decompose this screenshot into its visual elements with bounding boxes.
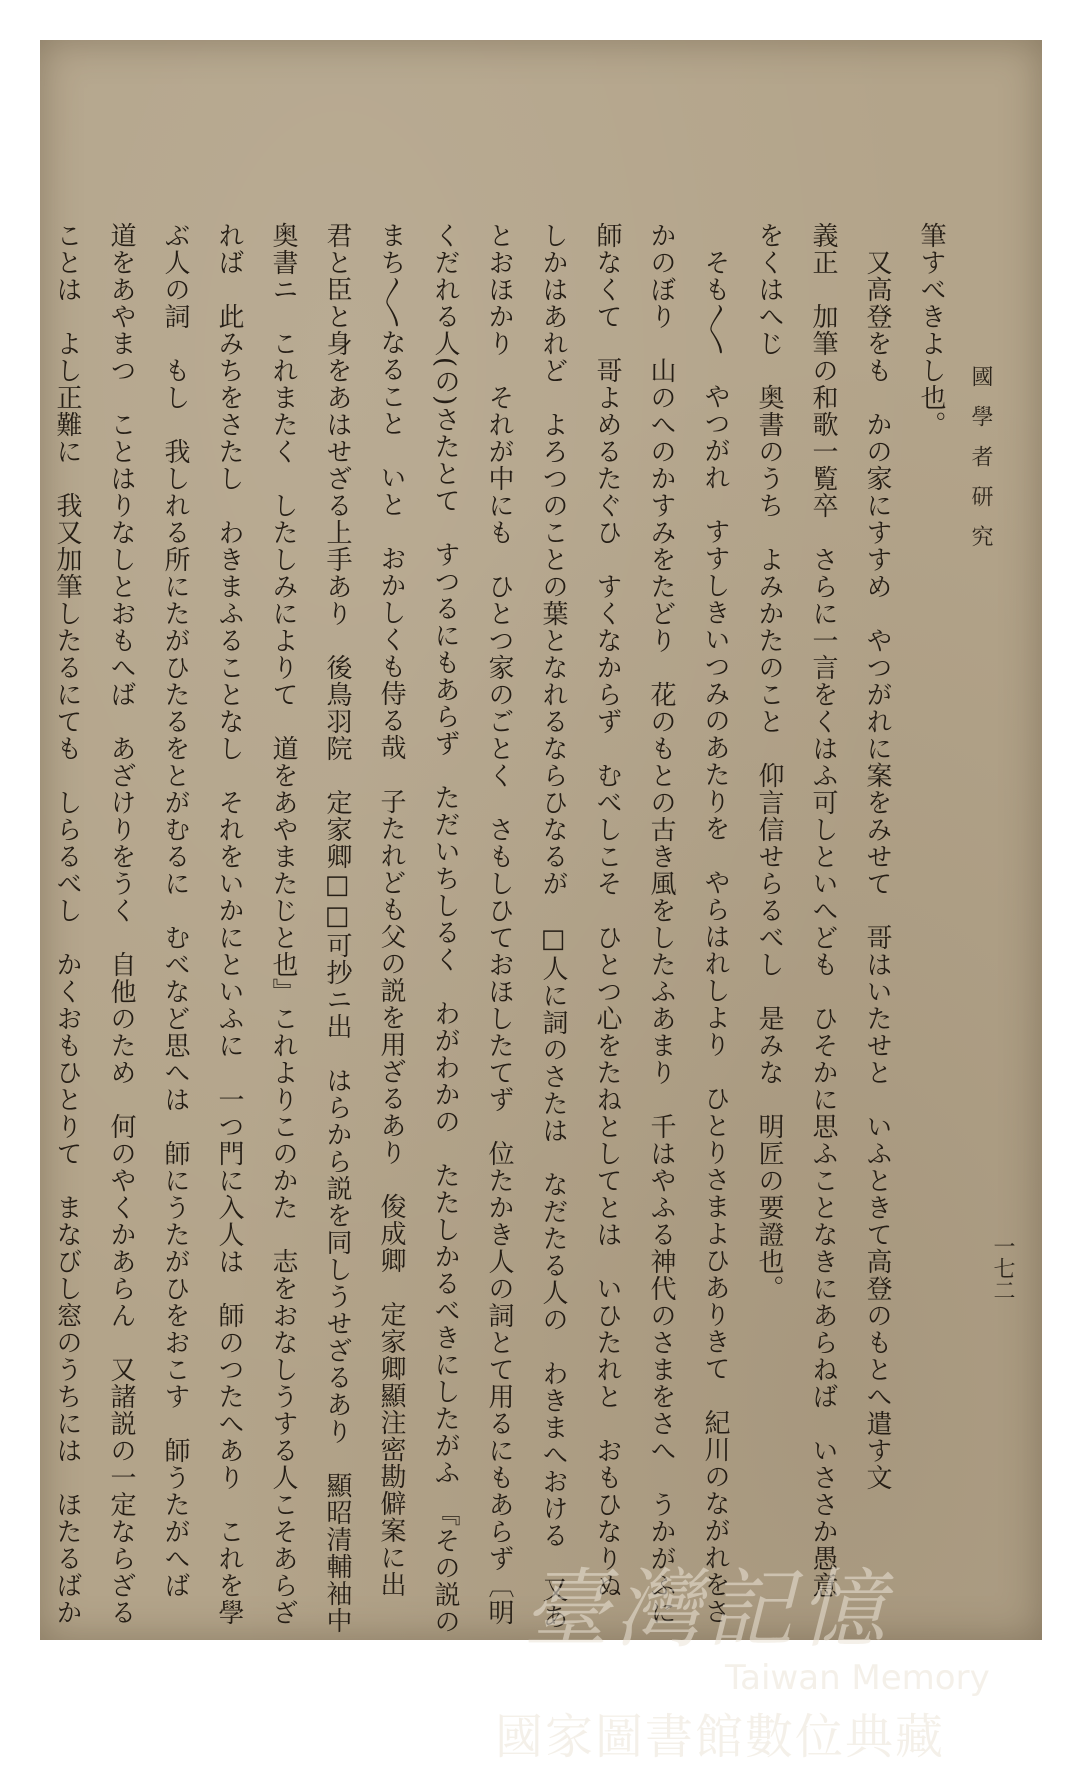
text-line: ことは よし正難に 我又加筆したるにても しらるべし かくおもひとりて まなびし窓のうちには ほたるばか: [52, 222, 82, 1626]
text-line: をくはへじ 奥書のうち よみかたのこと 仰言信せらるべし 是みな 明匠の要證也。: [754, 222, 784, 1302]
text-line: 又高登をも かの家にすすめ やつがれに案をみせて 哥はいたせと いふときて高登のもとへ遣す文: [862, 222, 892, 1491]
text-line: 義正 加筆の和歌一覧卒 さらに一言をくはふ可しといへども ひそかに思ふことなきにあらねば いささか愚意: [808, 222, 838, 1599]
text-line: とおほかり それが中にも ひとつ家のごとく さもしひておほしたてず 位たかき人の詞とて用るにもあらず〔明: [484, 222, 514, 1626]
text-line: 君と臣と身をあはせざる上手あり 後鳥羽院 定家卿□□可抄ニ出 はらから説を同しうせざるあり 顯昭清輔袖中: [322, 222, 352, 1634]
text-line: かのぼり 山のへのかすみをたどり 花のもとの古き風をしたふあまり 千はやふる神代のさまをさへ うかがふに: [646, 222, 676, 1626]
text-line: 筆すべきよし也。: [916, 222, 946, 438]
text-line: まち〳〵なること いと おかしくも侍る哉 子たれども父の説を用ざるあり 俊成卿 定家卿顯注密勘僻案に出: [376, 222, 406, 1598]
watermark-english: Taiwan Memory: [725, 1658, 990, 1698]
page-number: 一七二: [990, 1235, 1015, 1301]
text-line: れば 此みちをさたし わきまふることなし それをいかにといふに 一つ門に入人は 師のつたへあり これを學: [214, 222, 244, 1626]
text-line: 師なくて 哥よめるたぐひ すくなからず むべしこそ ひとつ心をたねとしてとは いひたれと おもひなりぬ: [592, 222, 622, 1599]
running-head: 國學者研究: [968, 365, 993, 565]
text-line: くだれる人(の)さたとて すつるにもあらず ただいちしるく わがわかの たたしかるべきにしたがふ 『その説の: [430, 222, 460, 1636]
text-line: 道をあやまつ ことはりなしとおもへば あざけりをうく 自他のため 何のやくかあらん 又諸説の一定ならざる: [106, 222, 136, 1626]
text-line: しかはあれど よろつのことの葉となれるならひなるが □人に詞のさたは なだたる人の わきまへおける 又あ: [538, 222, 568, 1630]
text-line: ぶ人の詞 もし 我しれる所にたがひたるをとがむるに むべなど思へは 師にうたがひをおこす 師うたがへば: [160, 222, 190, 1599]
text-line: 奥書ニ これまたく したしみによりて 道をあやまたじと也』これよりこのかた 志をおなしうする人こそあらざ: [268, 222, 298, 1626]
watermark-organization: 國家圖書館數位典藏: [495, 1709, 946, 1765]
book-page: [40, 40, 1042, 1765]
watermark: [495, 1540, 1055, 1790]
watermark-logo: 臺灣記憶: [523, 1560, 891, 1660]
text-line: そも〳〵 やつがれ すすしきいつみのあたりを やらはれしより ひとりさまよひありきて 紀川のながれをさ: [700, 222, 730, 1625]
